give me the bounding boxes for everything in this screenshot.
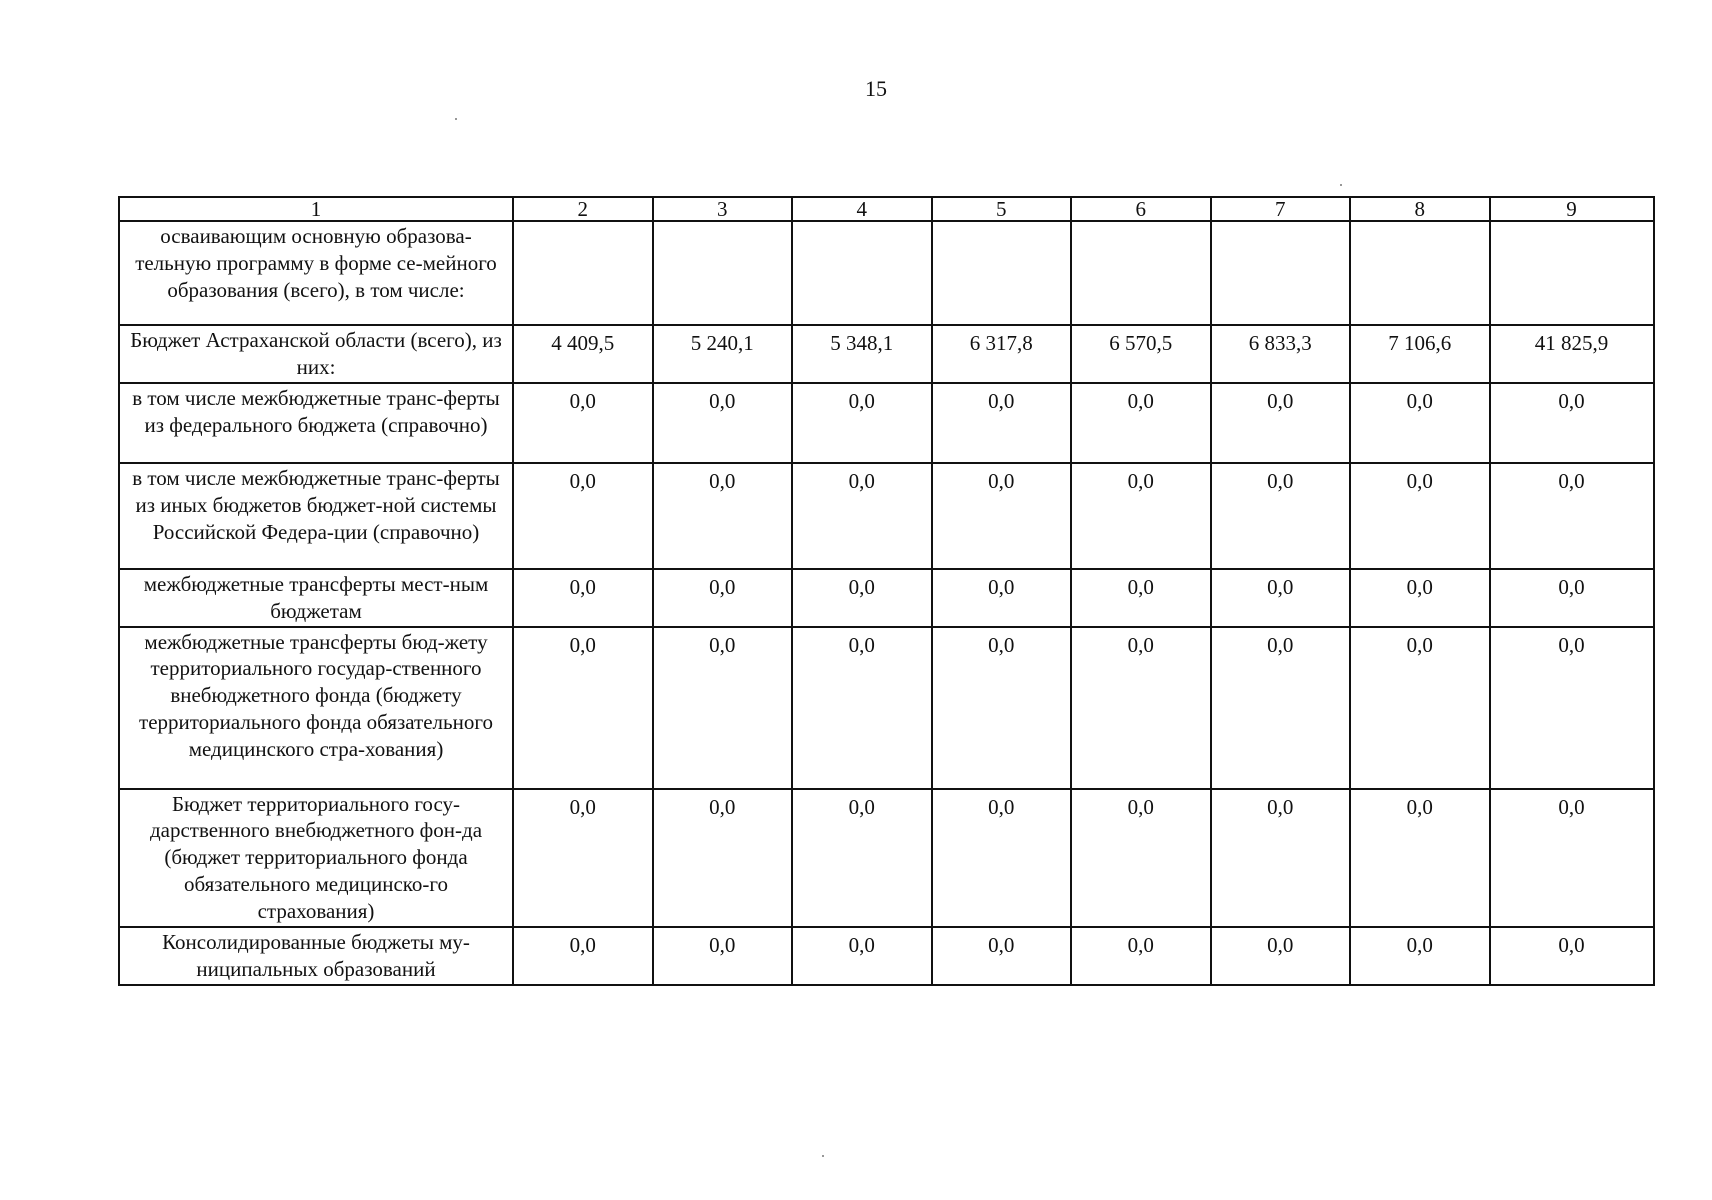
scan-speck xyxy=(822,1155,824,1157)
table-cell: 0,0 xyxy=(792,789,932,927)
table-cell: 0,0 xyxy=(1071,927,1211,985)
table-row xyxy=(119,463,1654,569)
budget-table xyxy=(118,196,1655,986)
row-label: Консолидированные бюджеты му-ниципальных образований xyxy=(119,927,513,985)
table-cell: 0,0 xyxy=(1350,627,1490,789)
table-cell: 5 348,1 xyxy=(792,325,932,383)
table-cell: 5 240,1 xyxy=(653,325,793,383)
table-row xyxy=(119,927,1654,985)
column-header: 7 xyxy=(1211,197,1351,221)
table-cell: 0,0 xyxy=(513,627,653,789)
table-cell xyxy=(792,221,932,325)
table-cell: 0,0 xyxy=(1071,789,1211,927)
scan-speck xyxy=(1340,184,1342,186)
table-row xyxy=(119,383,1654,463)
table-cell: 4 409,5 xyxy=(513,325,653,383)
row-label: в том числе межбюджетные транс-ферты из федерального бюджета (справочно) xyxy=(119,383,513,463)
table-cell: 0,0 xyxy=(1490,789,1654,927)
table-cell: 0,0 xyxy=(1071,569,1211,627)
row-label: осваивающим основную образова-тельную программу в форме се-мейного образования (всего), в том числе: xyxy=(119,221,513,325)
column-header: 8 xyxy=(1350,197,1490,221)
row-label: Бюджет территориального госу-дарственного внебюджетного фон-да (бюджет территориального фонда обязательного медицинско-го страхования) xyxy=(119,789,513,927)
column-header: 4 xyxy=(792,197,932,221)
table-cell: 0,0 xyxy=(932,627,1072,789)
table-cell: 0,0 xyxy=(932,463,1072,569)
table-cell: 0,0 xyxy=(653,627,793,789)
table-cell: 0,0 xyxy=(1211,927,1351,985)
table-cell: 0,0 xyxy=(1350,927,1490,985)
table-cell: 0,0 xyxy=(932,927,1072,985)
table-cell xyxy=(513,221,653,325)
table-cell: 0,0 xyxy=(792,627,932,789)
table-cell xyxy=(932,221,1072,325)
table-cell xyxy=(1350,221,1490,325)
table-cell: 0,0 xyxy=(1071,383,1211,463)
table-cell: 0,0 xyxy=(932,569,1072,627)
table-cell: 0,0 xyxy=(513,789,653,927)
column-header: 6 xyxy=(1071,197,1211,221)
table-row xyxy=(119,221,1654,325)
column-header: 9 xyxy=(1490,197,1654,221)
table-cell: 0,0 xyxy=(513,569,653,627)
table-cell: 0,0 xyxy=(1490,569,1654,627)
table-cell: 0,0 xyxy=(1350,789,1490,927)
column-header: 1 xyxy=(119,197,513,221)
table-cell: 0,0 xyxy=(1211,463,1351,569)
table-cell: 0,0 xyxy=(513,383,653,463)
page-number: 15 xyxy=(865,76,887,101)
table-cell: 0,0 xyxy=(653,789,793,927)
column-header: 5 xyxy=(932,197,1072,221)
table-cell: 0,0 xyxy=(792,927,932,985)
table-cell xyxy=(1211,221,1351,325)
table-cell: 0,0 xyxy=(1211,569,1351,627)
table-cell: 0,0 xyxy=(1350,383,1490,463)
table-cell: 0,0 xyxy=(653,463,793,569)
table-cell: 41 825,9 xyxy=(1490,325,1654,383)
row-label: Бюджет Астраханской области (всего), из них: xyxy=(119,325,513,383)
table-cell: 0,0 xyxy=(1490,383,1654,463)
table-cell: 0,0 xyxy=(792,463,932,569)
table-cell: 0,0 xyxy=(653,569,793,627)
table-cell: 0,0 xyxy=(1490,627,1654,789)
table-row xyxy=(119,325,1654,383)
table-row xyxy=(119,789,1654,927)
table-cell: 0,0 xyxy=(653,383,793,463)
row-label: межбюджетные трансферты бюд-жету территориального государ-ственного внебюджетного фонда (бюджету территориального фонда обязательного медицинского стра-хования) xyxy=(119,627,513,789)
table-cell: 0,0 xyxy=(1071,463,1211,569)
table-cell xyxy=(1071,221,1211,325)
table-cell: 0,0 xyxy=(1211,383,1351,463)
table-cell: 0,0 xyxy=(1071,627,1211,789)
table-cell: 0,0 xyxy=(513,927,653,985)
table-cell: 0,0 xyxy=(792,569,932,627)
table-cell xyxy=(653,221,793,325)
table-cell: 6 833,3 xyxy=(1211,325,1351,383)
scan-speck xyxy=(455,118,457,120)
table-cell: 0,0 xyxy=(513,463,653,569)
table-row xyxy=(119,627,1654,789)
table-cell: 0,0 xyxy=(1350,569,1490,627)
table-cell: 0,0 xyxy=(1350,463,1490,569)
table-cell: 0,0 xyxy=(1211,789,1351,927)
table-cell: 0,0 xyxy=(1490,463,1654,569)
header-row xyxy=(119,197,1654,221)
table-cell: 0,0 xyxy=(1211,627,1351,789)
column-header: 3 xyxy=(653,197,793,221)
table-cell: 7 106,6 xyxy=(1350,325,1490,383)
table-row xyxy=(119,569,1654,627)
table-cell: 6 570,5 xyxy=(1071,325,1211,383)
table-cell: 0,0 xyxy=(932,789,1072,927)
table-cell: 6 317,8 xyxy=(932,325,1072,383)
table-cell: 0,0 xyxy=(792,383,932,463)
row-label: межбюджетные трансферты мест-ным бюджетам xyxy=(119,569,513,627)
table-cell: 0,0 xyxy=(932,383,1072,463)
row-label: в том числе межбюджетные транс-ферты из иных бюджетов бюджет-ной системы Российской Федера-ции (справочно) xyxy=(119,463,513,569)
table-cell xyxy=(1490,221,1654,325)
table-cell: 0,0 xyxy=(1490,927,1654,985)
table-cell: 0,0 xyxy=(653,927,793,985)
column-header: 2 xyxy=(513,197,653,221)
